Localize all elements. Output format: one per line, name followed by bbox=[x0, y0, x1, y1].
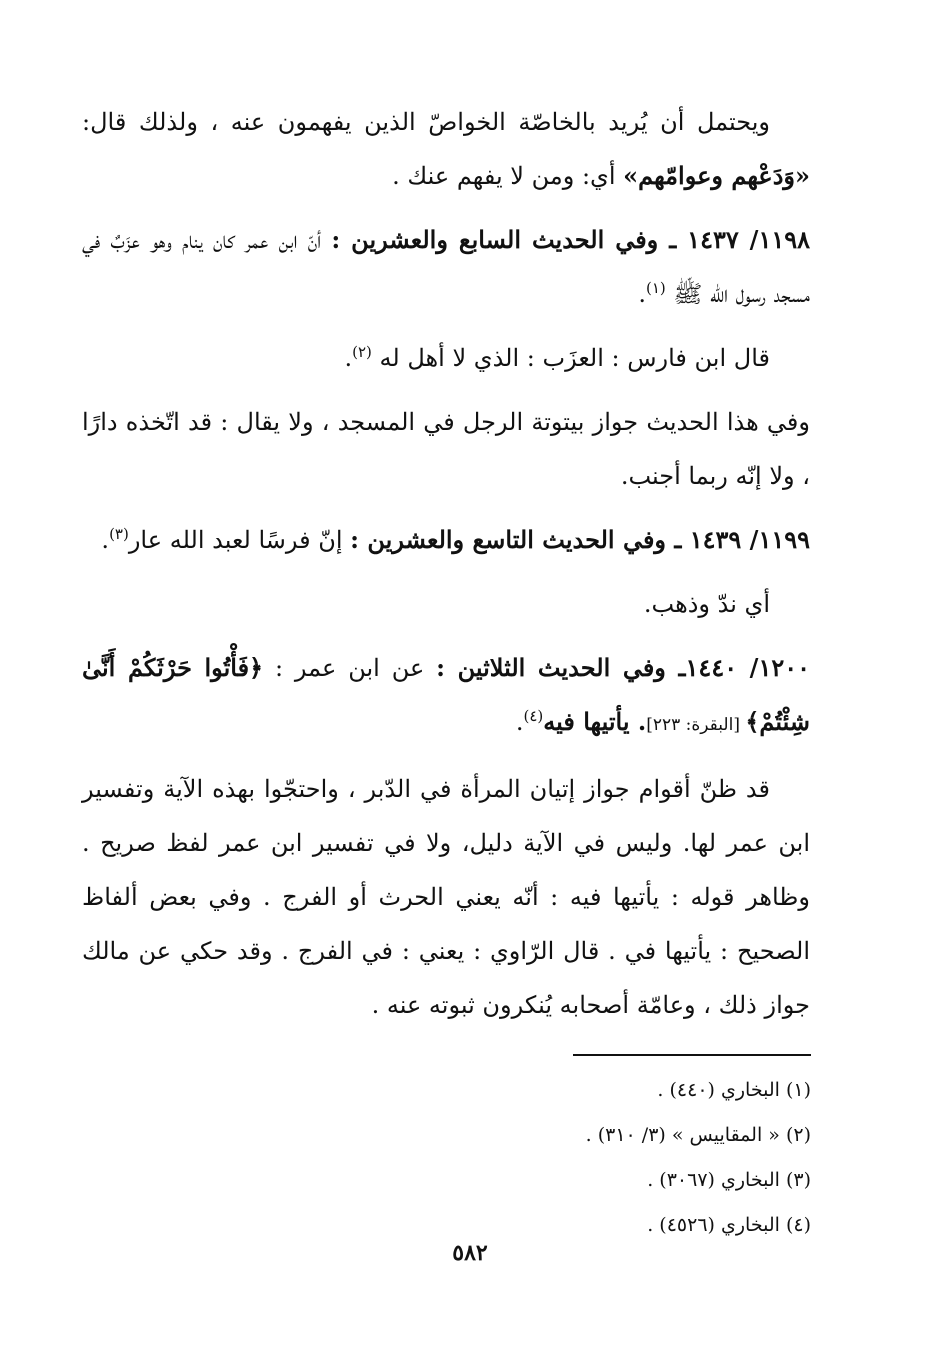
footnote-4: (٤) البخاري (٤٥٢٦) . bbox=[647, 1214, 811, 1236]
paragraph-3 bbox=[82, 331, 810, 385]
footnote-marker-2: (٢) bbox=[352, 343, 372, 361]
paragraph-1-text: ويحتمل أن يُريد بالخاصّة الخواصّ الذين يفهمون عنه ، ولذلك قال: bbox=[82, 108, 771, 136]
paragraph-4-text: وفي هذا الحديث جواز بيتوتة الرجل في المسجد ، ولا يقال : قد اتّخذه دارًا ، ولا إنّه ربما أجنب. bbox=[82, 408, 810, 490]
verse-reference: [البقرة: ٢٢٣] bbox=[646, 715, 746, 735]
paragraph-6 bbox=[82, 577, 810, 631]
paragraph-4 bbox=[82, 395, 810, 503]
footnote-divider bbox=[573, 1054, 811, 1056]
hadith-1200-end: . bbox=[515, 708, 524, 736]
footnote-1: (١) البخاري (٤٤٠) . bbox=[657, 1079, 811, 1101]
hadith-1200-tail: . يأتيها فيه bbox=[543, 707, 647, 736]
hadith-1200 bbox=[82, 641, 810, 752]
footnote-3: (٣) البخاري (٣٠٦٧) . bbox=[647, 1169, 811, 1191]
main-text bbox=[82, 95, 810, 1042]
paragraph-8-text: قد ظنّ أقوام جواز إتيان المرأة في الدّبر ، واحتجّوا بهذه الآية وتفسير ابن عمر لها. وليس في الآية دليل، ولا في تفسير ابن عمر لفظ صريح . وظاهر قوله : يأتيها فيه : أنّه يعني الحرث أو الفرج . وفي بعض ألفاظ الصحيح : يأتيها في . قال الرّاوي : يعني : في الفرج . وقد حكي عن مالك جواز ذلك ، وعامّة أصحابه يُنكرون ثبوته عنه . bbox=[82, 775, 810, 1019]
hadith-1199 bbox=[82, 513, 810, 567]
paragraph-1 bbox=[82, 95, 810, 203]
footnote-marker-1: (١) bbox=[645, 279, 666, 297]
hadith-1199-text: إنّ فرسًا لعبد الله عار bbox=[128, 526, 351, 554]
hadith-1198-heading: ١١٩٨/ ١٤٣٧ ـ وفي الحديث السابع والعشرين : bbox=[331, 225, 810, 254]
hadith-1198-tail: . bbox=[638, 280, 646, 308]
quran-verse: ﴿فَأْتُوا حَرْثَكُمْ أَنَّىٰ شِئْتُمْ﴾ bbox=[82, 653, 810, 736]
page-number: ٥٨٢ bbox=[452, 1240, 488, 1266]
footnote-marker-3: (٣) bbox=[109, 525, 129, 543]
hadith-1198 bbox=[82, 213, 810, 321]
hadith-1200-heading: ١٢٠٠/ ١٤٤٠ـ وفي الحديث الثلاثين : bbox=[436, 653, 811, 682]
paragraph-8 bbox=[82, 762, 810, 1032]
paragraph-1-quote: «وَدَعْهم وعوامّهم» bbox=[623, 161, 810, 190]
paragraph-3-text: قال ابن فارس : العزَب : الذي لا أهل له bbox=[379, 344, 770, 372]
footnote-marker-4: (٤) bbox=[523, 707, 544, 725]
hadith-1198-text: أنّ ابن عمر كان ينام وهو عزَبٌ في مسجد رسول الله ﷺ bbox=[82, 226, 810, 308]
paragraph-6-text: أي ندّ وذهب. bbox=[643, 590, 770, 618]
footnotes bbox=[300, 1068, 811, 1248]
hadith-1199-tail: . bbox=[101, 526, 110, 554]
hadith-1200-text: عن ابن عمر : bbox=[263, 654, 437, 682]
paragraph-1-tail: أي: ومن لا يفهم عنك . bbox=[392, 162, 624, 190]
paragraph-3-tail: . bbox=[344, 344, 353, 372]
hadith-1199-heading: ١١٩٩/ ١٤٣٩ ـ وفي الحديث التاسع والعشرين : bbox=[350, 525, 810, 554]
footnote-2: (٢) « المقاييس » (٣/ ٣١٠) . bbox=[585, 1124, 811, 1146]
